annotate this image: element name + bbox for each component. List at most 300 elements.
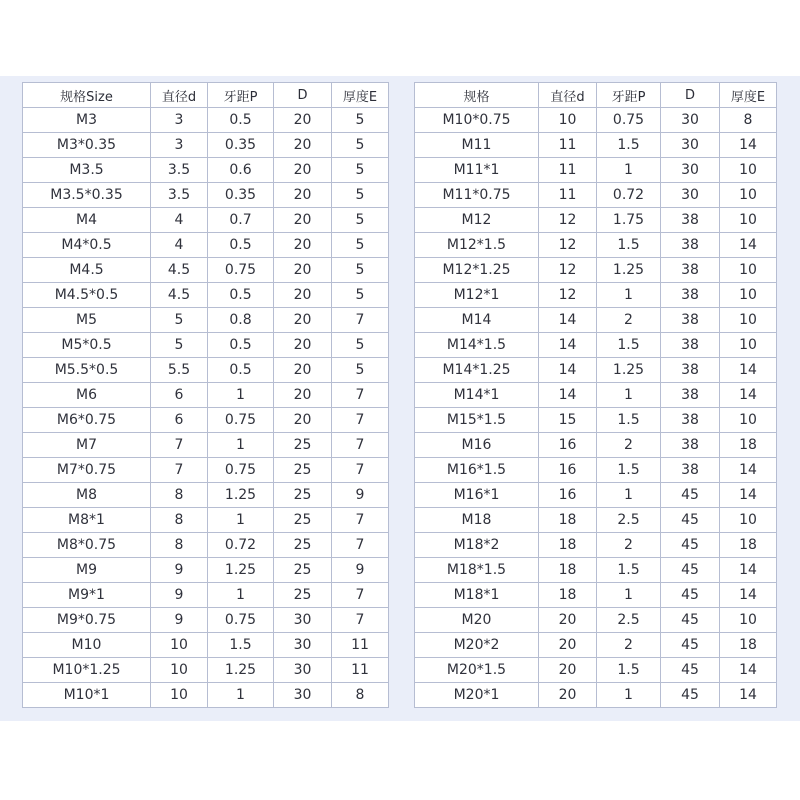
cell-pitch: 1.5 [597,333,661,358]
cell-diameter: 12 [539,208,597,233]
table-row [415,233,777,258]
cell-thickness: 10 [720,408,777,433]
cell-size: M18*1 [415,583,539,608]
cell-diameter: 6 [151,408,208,433]
cell-d: 30 [661,158,720,183]
cell-d: 20 [274,358,332,383]
cell-d: 45 [661,558,720,583]
cell-size: M16 [415,433,539,458]
cell-d: 20 [274,208,332,233]
cell-diameter: 11 [539,158,597,183]
cell-diameter: 3 [151,108,208,133]
header-row [415,83,777,108]
cell-thickness: 10 [720,208,777,233]
cell-thickness: 10 [720,508,777,533]
cell-size: M9*0.75 [23,608,151,633]
cell-size: M11*0.75 [415,183,539,208]
cell-thickness: 10 [720,308,777,333]
cell-diameter: 20 [539,658,597,683]
cell-thickness: 14 [720,458,777,483]
header-d: D [661,83,720,108]
cell-size: M11 [415,133,539,158]
cell-thickness: 14 [720,383,777,408]
cell-diameter: 16 [539,433,597,458]
cell-pitch: 1.5 [597,408,661,433]
cell-d: 38 [661,383,720,408]
cell-d: 38 [661,233,720,258]
cell-size: M9 [23,558,151,583]
cell-thickness: 8 [332,683,389,708]
cell-size: M8*1 [23,508,151,533]
cell-pitch: 0.72 [208,533,274,558]
cell-d: 30 [274,683,332,708]
cell-diameter: 15 [539,408,597,433]
cell-thickness: 11 [332,633,389,658]
cell-size: M20*1.5 [415,658,539,683]
cell-d: 20 [274,133,332,158]
cell-thickness: 10 [720,183,777,208]
header-thickness: 厚度E [720,83,777,108]
table-row [415,108,777,133]
cell-d: 25 [274,508,332,533]
cell-d: 30 [661,183,720,208]
table-row [415,283,777,308]
cell-d: 30 [274,658,332,683]
cell-d: 20 [274,258,332,283]
cell-d: 25 [274,458,332,483]
cell-size: M20*1 [415,683,539,708]
table-row [415,208,777,233]
cell-size: M3 [23,108,151,133]
cell-size: M10 [23,633,151,658]
cell-d: 38 [661,283,720,308]
cell-pitch: 0.75 [208,608,274,633]
cell-size: M12*1.25 [415,258,539,283]
cell-pitch: 0.75 [208,458,274,483]
cell-size: M12*1.5 [415,233,539,258]
cell-pitch: 1 [208,683,274,708]
header-pitch: 牙距P [597,83,661,108]
cell-thickness: 7 [332,433,389,458]
cell-pitch: 1 [208,433,274,458]
cell-d: 20 [274,183,332,208]
cell-pitch: 1 [208,508,274,533]
cell-diameter: 16 [539,458,597,483]
cell-thickness: 5 [332,158,389,183]
cell-pitch: 1 [597,383,661,408]
cell-diameter: 10 [539,108,597,133]
cell-thickness: 5 [332,208,389,233]
cell-diameter: 4.5 [151,258,208,283]
cell-thickness: 5 [332,258,389,283]
table-row [23,683,389,708]
cell-diameter: 8 [151,508,208,533]
spec-table-right-header [415,83,777,108]
cell-size: M20*2 [415,633,539,658]
cell-size: M3.5*0.35 [23,183,151,208]
cell-thickness: 7 [332,458,389,483]
header-row [23,83,389,108]
cell-d: 25 [274,533,332,558]
cell-size: M18*2 [415,533,539,558]
cell-thickness: 8 [720,108,777,133]
table-row [415,433,777,458]
table-row [415,508,777,533]
cell-pitch: 0.75 [208,258,274,283]
cell-pitch: 2.5 [597,508,661,533]
table-row [23,258,389,283]
cell-size: M14*1.5 [415,333,539,358]
cell-pitch: 0.5 [208,233,274,258]
cell-d: 20 [274,283,332,308]
cell-thickness: 7 [332,308,389,333]
cell-diameter: 12 [539,233,597,258]
cell-thickness: 18 [720,633,777,658]
cell-size: M15*1.5 [415,408,539,433]
cell-pitch: 0.5 [208,108,274,133]
cell-size: M3.5 [23,158,151,183]
table-row [415,458,777,483]
cell-thickness: 7 [332,608,389,633]
spec-table-left-header [23,83,389,108]
cell-thickness: 5 [332,183,389,208]
cell-thickness: 14 [720,483,777,508]
cell-thickness: 7 [332,583,389,608]
cell-diameter: 18 [539,508,597,533]
cell-pitch: 1.25 [208,483,274,508]
cell-d: 38 [661,258,720,283]
cell-thickness: 7 [332,533,389,558]
cell-diameter: 6 [151,383,208,408]
table-row [23,458,389,483]
cell-thickness: 5 [332,233,389,258]
cell-d: 25 [274,583,332,608]
cell-thickness: 7 [332,408,389,433]
cell-thickness: 10 [720,333,777,358]
cell-pitch: 0.6 [208,158,274,183]
header-diameter: 直径d [539,83,597,108]
cell-thickness: 10 [720,608,777,633]
cell-thickness: 14 [720,658,777,683]
cell-thickness: 5 [332,358,389,383]
table-row [23,208,389,233]
table-row [415,558,777,583]
cell-pitch: 1 [597,158,661,183]
header-thickness: 厚度E [332,83,389,108]
cell-diameter: 14 [539,383,597,408]
cell-pitch: 1.25 [597,358,661,383]
cell-thickness: 11 [332,658,389,683]
cell-pitch: 0.5 [208,283,274,308]
cell-d: 20 [274,108,332,133]
cell-pitch: 2 [597,308,661,333]
cell-d: 45 [661,583,720,608]
cell-thickness: 14 [720,683,777,708]
cell-diameter: 10 [151,658,208,683]
cell-pitch: 0.8 [208,308,274,333]
cell-diameter: 5.5 [151,358,208,383]
cell-size: M7 [23,433,151,458]
table-row [415,683,777,708]
cell-size: M20 [415,608,539,633]
cell-thickness: 14 [720,358,777,383]
cell-size: M4.5 [23,258,151,283]
cell-thickness: 5 [332,108,389,133]
table-row [415,633,777,658]
cell-pitch: 0.7 [208,208,274,233]
cell-size: M14*1 [415,383,539,408]
cell-size: M14*1.25 [415,358,539,383]
cell-pitch: 1.5 [208,633,274,658]
cell-thickness: 14 [720,558,777,583]
cell-thickness: 10 [720,158,777,183]
cell-thickness: 9 [332,483,389,508]
table-row [415,183,777,208]
spec-table-left-body [23,108,389,708]
cell-d: 38 [661,308,720,333]
cell-thickness: 14 [720,233,777,258]
cell-diameter: 4.5 [151,283,208,308]
header-pitch: 牙距P [208,83,274,108]
header-d: D [274,83,332,108]
header-size: 规格 [415,83,539,108]
cell-thickness: 7 [332,383,389,408]
table-row [23,533,389,558]
cell-size: M6 [23,383,151,408]
table-row [415,333,777,358]
table-row [23,283,389,308]
cell-d: 38 [661,408,720,433]
table-row [23,633,389,658]
cell-diameter: 8 [151,483,208,508]
cell-size: M5 [23,308,151,333]
cell-d: 20 [274,308,332,333]
table-row [415,383,777,408]
table-row [23,383,389,408]
cell-d: 20 [274,408,332,433]
cell-pitch: 1 [597,683,661,708]
spec-table-left [22,82,389,708]
cell-thickness: 18 [720,533,777,558]
table-row [415,133,777,158]
cell-pitch: 0.75 [208,408,274,433]
table-row [415,483,777,508]
cell-thickness: 18 [720,433,777,458]
cell-size: M10*1.25 [23,658,151,683]
table-row [23,308,389,333]
table-row [23,358,389,383]
cell-thickness: 10 [720,258,777,283]
cell-pitch: 1.75 [597,208,661,233]
cell-diameter: 12 [539,258,597,283]
cell-d: 38 [661,333,720,358]
cell-d: 45 [661,608,720,633]
table-row [415,583,777,608]
cell-size: M12*1 [415,283,539,308]
cell-d: 25 [274,433,332,458]
cell-size: M3*0.35 [23,133,151,158]
cell-thickness: 5 [332,133,389,158]
table-row [415,358,777,383]
cell-diameter: 4 [151,233,208,258]
cell-size: M5*0.5 [23,333,151,358]
cell-d: 38 [661,358,720,383]
cell-diameter: 3 [151,133,208,158]
cell-pitch: 1 [597,283,661,308]
cell-pitch: 1.25 [597,258,661,283]
cell-pitch: 2.5 [597,608,661,633]
cell-diameter: 4 [151,208,208,233]
cell-d: 38 [661,458,720,483]
cell-pitch: 1 [208,583,274,608]
table-row [23,408,389,433]
cell-d: 45 [661,483,720,508]
cell-diameter: 10 [151,633,208,658]
cell-size: M11*1 [415,158,539,183]
cell-pitch: 1.5 [597,458,661,483]
cell-pitch: 1 [208,383,274,408]
cell-pitch: 0.5 [208,358,274,383]
cell-d: 30 [661,108,720,133]
cell-diameter: 7 [151,433,208,458]
table-row [23,183,389,208]
table-row [23,333,389,358]
cell-size: M18*1.5 [415,558,539,583]
cell-diameter: 10 [151,683,208,708]
cell-pitch: 2 [597,633,661,658]
cell-diameter: 9 [151,583,208,608]
cell-d: 20 [274,158,332,183]
cell-diameter: 9 [151,608,208,633]
table-row [23,658,389,683]
cell-d: 45 [661,508,720,533]
cell-d: 30 [274,608,332,633]
cell-pitch: 0.35 [208,183,274,208]
cell-diameter: 5 [151,308,208,333]
table-row [23,108,389,133]
cell-d: 30 [661,133,720,158]
cell-d: 45 [661,633,720,658]
cell-diameter: 7 [151,458,208,483]
cell-size: M16*1 [415,483,539,508]
cell-thickness: 14 [720,133,777,158]
cell-diameter: 16 [539,483,597,508]
table-row [23,433,389,458]
cell-d: 20 [274,383,332,408]
cell-size: M18 [415,508,539,533]
cell-pitch: 2 [597,533,661,558]
table-row [23,133,389,158]
cell-size: M14 [415,308,539,333]
cell-pitch: 1.5 [597,133,661,158]
cell-pitch: 1.25 [208,558,274,583]
cell-d: 20 [274,333,332,358]
table-row [415,158,777,183]
cell-thickness: 5 [332,333,389,358]
cell-d: 45 [661,683,720,708]
cell-pitch: 0.35 [208,133,274,158]
cell-diameter: 9 [151,558,208,583]
cell-size: M8*0.75 [23,533,151,558]
cell-pitch: 0.5 [208,333,274,358]
header-diameter: 直径d [151,83,208,108]
cell-diameter: 18 [539,558,597,583]
table-row [415,608,777,633]
cell-d: 38 [661,208,720,233]
table-row [23,508,389,533]
cell-size: M8 [23,483,151,508]
cell-pitch: 1 [597,583,661,608]
cell-diameter: 3.5 [151,183,208,208]
cell-diameter: 18 [539,533,597,558]
cell-pitch: 1.25 [208,658,274,683]
cell-thickness: 9 [332,558,389,583]
table-row [415,408,777,433]
table-row [23,233,389,258]
cell-size: M4*0.5 [23,233,151,258]
cell-size: M9*1 [23,583,151,608]
table-row [23,583,389,608]
cell-diameter: 3.5 [151,158,208,183]
cell-size: M12 [415,208,539,233]
cell-pitch: 2 [597,433,661,458]
cell-diameter: 11 [539,133,597,158]
spec-table-right [414,82,777,708]
cell-size: M5.5*0.5 [23,358,151,383]
cell-pitch: 1.5 [597,658,661,683]
cell-pitch: 0.72 [597,183,661,208]
cell-size: M10*0.75 [415,108,539,133]
table-row [23,483,389,508]
cell-diameter: 18 [539,583,597,608]
cell-thickness: 7 [332,508,389,533]
cell-d: 45 [661,658,720,683]
table-row [415,658,777,683]
cell-pitch: 1.5 [597,558,661,583]
cell-size: M6*0.75 [23,408,151,433]
cell-d: 30 [274,633,332,658]
cell-diameter: 8 [151,533,208,558]
cell-diameter: 14 [539,333,597,358]
cell-thickness: 5 [332,283,389,308]
cell-diameter: 5 [151,333,208,358]
table-row [23,608,389,633]
cell-size: M7*0.75 [23,458,151,483]
cell-pitch: 1.5 [597,233,661,258]
cell-diameter: 14 [539,358,597,383]
cell-thickness: 14 [720,583,777,608]
cell-diameter: 12 [539,283,597,308]
header-size: 规格Size [23,83,151,108]
cell-diameter: 14 [539,308,597,333]
table-row [23,158,389,183]
table-row [23,558,389,583]
cell-d: 20 [274,233,332,258]
cell-pitch: 0.75 [597,108,661,133]
cell-pitch: 1 [597,483,661,508]
cell-size: M4 [23,208,151,233]
table-row [415,533,777,558]
cell-size: M4.5*0.5 [23,283,151,308]
cell-thickness: 10 [720,283,777,308]
cell-d: 45 [661,533,720,558]
cell-d: 25 [274,483,332,508]
cell-d: 38 [661,433,720,458]
cell-size: M16*1.5 [415,458,539,483]
cell-diameter: 20 [539,683,597,708]
spec-table-right-body [415,108,777,708]
cell-diameter: 20 [539,633,597,658]
